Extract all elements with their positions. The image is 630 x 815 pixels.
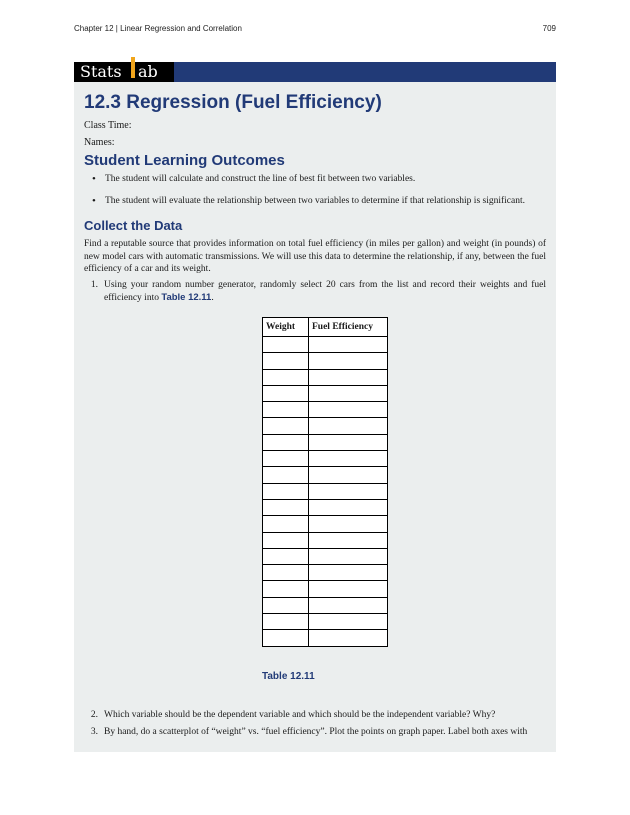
weight-cell[interactable] (263, 630, 309, 646)
fuel-efficiency-cell[interactable] (309, 353, 388, 369)
column-header-weight: Weight (263, 318, 309, 337)
fuel-efficiency-cell[interactable] (309, 483, 388, 499)
step-number: 1. (90, 280, 98, 290)
table-row (263, 548, 388, 564)
fuel-efficiency-cell[interactable] (309, 499, 388, 515)
outcome-item: • The student will calculate and construct the line of best fit between two variables. (92, 174, 525, 184)
table-reference-link[interactable]: Table 12.11 (161, 291, 212, 303)
fuel-efficiency-cell[interactable] (309, 467, 388, 483)
table-body (263, 337, 388, 647)
step-3 (84, 726, 546, 739)
table-row (263, 467, 388, 483)
weight-cell[interactable] (263, 369, 309, 385)
weight-cell[interactable] (263, 516, 309, 532)
weight-cell[interactable] (263, 483, 309, 499)
weight-cell[interactable] (263, 532, 309, 548)
page-number: 709 (542, 24, 556, 33)
table-row (263, 418, 388, 434)
weight-cell[interactable] (263, 597, 309, 613)
weight-cell[interactable] (263, 581, 309, 597)
table-caption: Table 12.11 (262, 671, 315, 682)
stats-lab-banner (74, 62, 556, 82)
weight-cell[interactable] (263, 402, 309, 418)
fuel-efficiency-cell[interactable] (309, 614, 388, 630)
table-row (263, 597, 388, 613)
step-text: Using your random number generator, randomly select 20 cars from the list and record their weights and fuel efficiency into (104, 280, 546, 303)
weight-cell[interactable] (263, 548, 309, 564)
fuel-efficiency-cell[interactable] (309, 337, 388, 353)
weight-cell[interactable] (263, 565, 309, 581)
table-row (263, 337, 388, 353)
table-row (263, 581, 388, 597)
table-row (263, 385, 388, 401)
step-text: Which variable should be the dependent variable and which should be the independent variable? Why? (104, 710, 496, 720)
weight-cell[interactable] (263, 467, 309, 483)
collect-data-heading: Collect the Data (84, 218, 183, 233)
weight-cell[interactable] (263, 434, 309, 450)
fuel-efficiency-cell[interactable] (309, 402, 388, 418)
table-row (263, 353, 388, 369)
logo-l-bar-icon (131, 57, 135, 78)
outcome-item: • The student will evaluate the relationship between two variables to determine if that relationship is significant. (92, 196, 525, 206)
step-number: 2. (90, 710, 98, 720)
table-row (263, 499, 388, 515)
table-row (263, 532, 388, 548)
outcomes-heading: Student Learning Outcomes (84, 152, 285, 169)
collect-data-paragraph: Find a reputable source that provides information on total fuel efficiency (in miles per gallon) and weight (in pounds) of new model cars with automatic transmissions. We will use this data to determine the relationship, if any, between the fuel efficiency of a car and its weight. (84, 239, 546, 274)
table-row (263, 614, 388, 630)
column-header-fuel-efficiency: Fuel Efficiency (309, 318, 388, 337)
step-number: 3. (90, 727, 98, 737)
table-row (263, 630, 388, 646)
logo-text-stats: Stats (80, 62, 122, 81)
logo-text-ab: ab (138, 62, 158, 81)
fuel-efficiency-cell[interactable] (309, 548, 388, 564)
weight-cell[interactable] (263, 385, 309, 401)
table-row (263, 402, 388, 418)
data-entry-table (262, 317, 388, 647)
table-row (263, 369, 388, 385)
stats-lab-logo (74, 62, 174, 82)
step-suffix: . (211, 292, 214, 303)
names-label: Names: (84, 137, 115, 148)
page-title: 12.3 Regression (Fuel Efficiency) (84, 92, 382, 113)
fuel-efficiency-cell[interactable] (309, 581, 388, 597)
fuel-efficiency-cell[interactable] (309, 451, 388, 467)
table-row (263, 483, 388, 499)
fuel-efficiency-cell[interactable] (309, 532, 388, 548)
fuel-efficiency-cell[interactable] (309, 630, 388, 646)
fuel-efficiency-cell[interactable] (309, 597, 388, 613)
running-header-chapter: Chapter 12 | Linear Regression and Correlation (74, 24, 242, 33)
class-time-label: Class Time: (84, 120, 132, 131)
step-2 (84, 709, 546, 722)
fuel-efficiency-cell[interactable] (309, 418, 388, 434)
table-row (263, 516, 388, 532)
table-row (263, 434, 388, 450)
weight-cell[interactable] (263, 499, 309, 515)
table-row (263, 451, 388, 467)
step-text: By hand, do a scatterplot of “weight” vs. “fuel efficiency”. Plot the points on graph paper. Label both axes with (104, 727, 528, 737)
table-row (263, 565, 388, 581)
step-1 (84, 279, 546, 304)
weight-cell[interactable] (263, 614, 309, 630)
fuel-efficiency-cell[interactable] (309, 369, 388, 385)
weight-cell[interactable] (263, 418, 309, 434)
outcomes-list (92, 174, 525, 212)
weight-cell[interactable] (263, 337, 309, 353)
fuel-efficiency-cell[interactable] (309, 434, 388, 450)
fuel-efficiency-cell[interactable] (309, 565, 388, 581)
weight-cell[interactable] (263, 451, 309, 467)
fuel-efficiency-cell[interactable] (309, 516, 388, 532)
weight-cell[interactable] (263, 353, 309, 369)
fuel-efficiency-cell[interactable] (309, 385, 388, 401)
